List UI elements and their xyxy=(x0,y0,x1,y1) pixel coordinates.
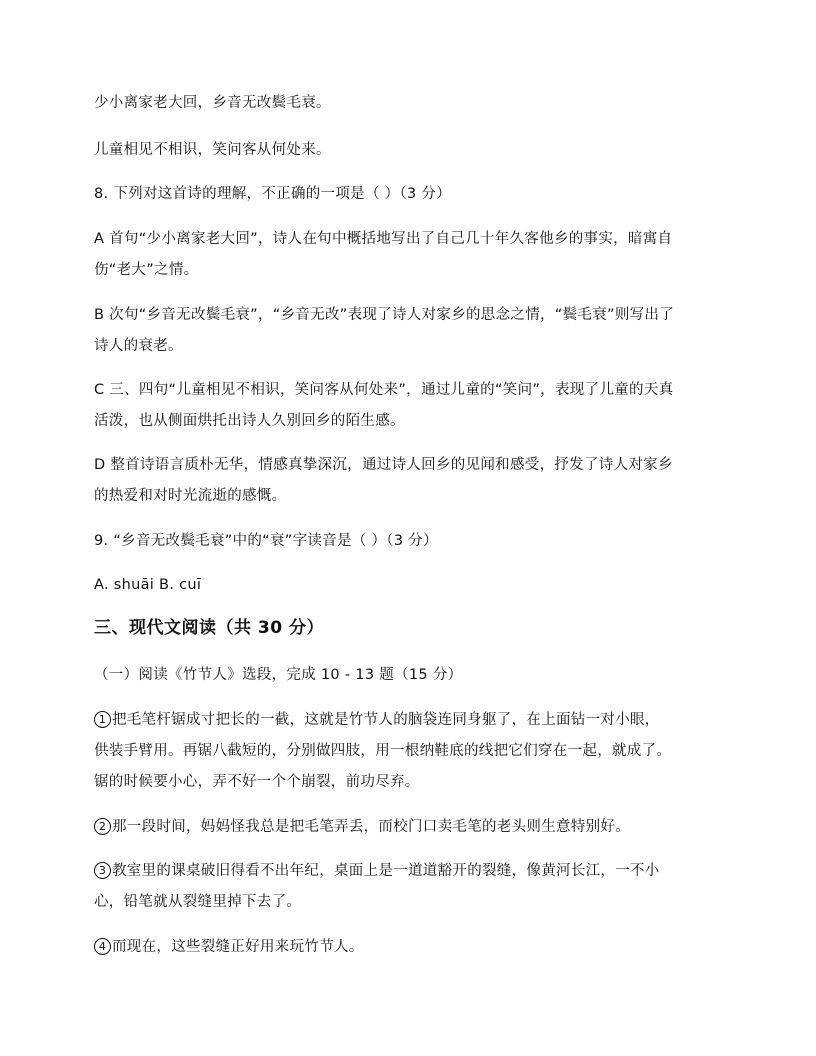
passage-paragraph-4-line-1 xyxy=(94,937,364,957)
question-9-stem: 9. “乡音无改鬓毛衰”中的“衰”字读音是（ ）（3 分） xyxy=(94,533,438,549)
passage-paragraph-1-line-2: 供装手臂用。再锯八截短的，分别做四肢，用一根纳鞋底的线把它们穿在一起，就成了。 xyxy=(94,743,672,759)
poem-line-1: 少小离家老大回，乡音无改鬓毛衰。 xyxy=(94,95,331,111)
question-9-options: A. shuāi B. cuī xyxy=(94,577,202,593)
passage-paragraph-2-line-1 xyxy=(94,817,630,837)
paragraph-number-2: 2 xyxy=(94,818,111,835)
q8-option-a-line-2: 伤“老大”之情。 xyxy=(94,262,199,278)
paragraph-1-text-line-1: 把毛笔杆锯成寸把长的一截，这就是竹节人的脑袋连同身躯了，在上面钻一对小眼， xyxy=(112,712,660,728)
passage-paragraph-1-line-1 xyxy=(94,710,660,730)
q8-option-d-line-1: D 整首诗语言质朴无华，情感真挚深沉，通过诗人回乡的见闻和感受，抒发了诗人对家乡 xyxy=(94,457,673,473)
q8-option-d-line-2: 的热爱和对时光流逝的感慨。 xyxy=(94,488,287,504)
passage-paragraph-3-line-1 xyxy=(94,861,660,881)
q8-option-c-line-2: 活泼，也从侧面烘托出诗人久别回乡的陌生感。 xyxy=(94,413,405,429)
poem-line-2: 儿童相见不相识，笑问客从何处来。 xyxy=(94,142,331,158)
q8-option-b-line-2: 诗人的衰老。 xyxy=(94,338,183,354)
question-8-stem: 8. 下列对这首诗的理解，不正确的一项是（ ）（3 分） xyxy=(94,186,452,202)
paragraph-2-text-line-1: 那一段时间，妈妈怪我总是把毛笔弄丢，而校门口卖毛笔的老头则生意特别好。 xyxy=(112,819,630,835)
paragraph-4-text-line-1: 而现在，这些裂缝正好用来玩竹节人。 xyxy=(112,939,364,955)
paragraph-number-3: 3 xyxy=(94,862,111,879)
q8-option-a-line-1: A 首句“少小离家老大回”，诗人在句中概括地写出了自己几十年久客他乡的事实，暗寓自 xyxy=(94,231,673,247)
passage-paragraph-1-line-3: 锯的时候要小心，弄不好一个个崩裂，前功尽弃。 xyxy=(94,774,420,790)
q8-option-c-line-1: C 三、四句“儿童相见不相识，笑问客从何处来”，通过儿童的“笑问”，表现了儿童的天真 xyxy=(94,382,674,398)
paragraph-3-text-line-1: 教室里的课桌破旧得看不出年纪，桌面上是一道道豁开的裂缝，像黄河长江，一不小 xyxy=(112,863,660,879)
paragraph-number-4: 4 xyxy=(94,938,111,955)
section-3-heading: 三、现代文阅读（共 30 分） xyxy=(94,618,324,638)
passage-paragraph-3-line-2: 心，铅笔就从裂缝里掉下去了。 xyxy=(94,894,302,910)
section-3-subheading: （一）阅读《竹节人》选段，完成 10 - 13 题（15 分） xyxy=(94,667,463,683)
q8-option-b-line-1: B 次句“乡音无改鬓毛衰”，“乡音无改”表现了诗人对家乡的思念之情，“鬓毛衰”则写出了 xyxy=(94,307,675,323)
paragraph-number-1: 1 xyxy=(94,711,111,728)
